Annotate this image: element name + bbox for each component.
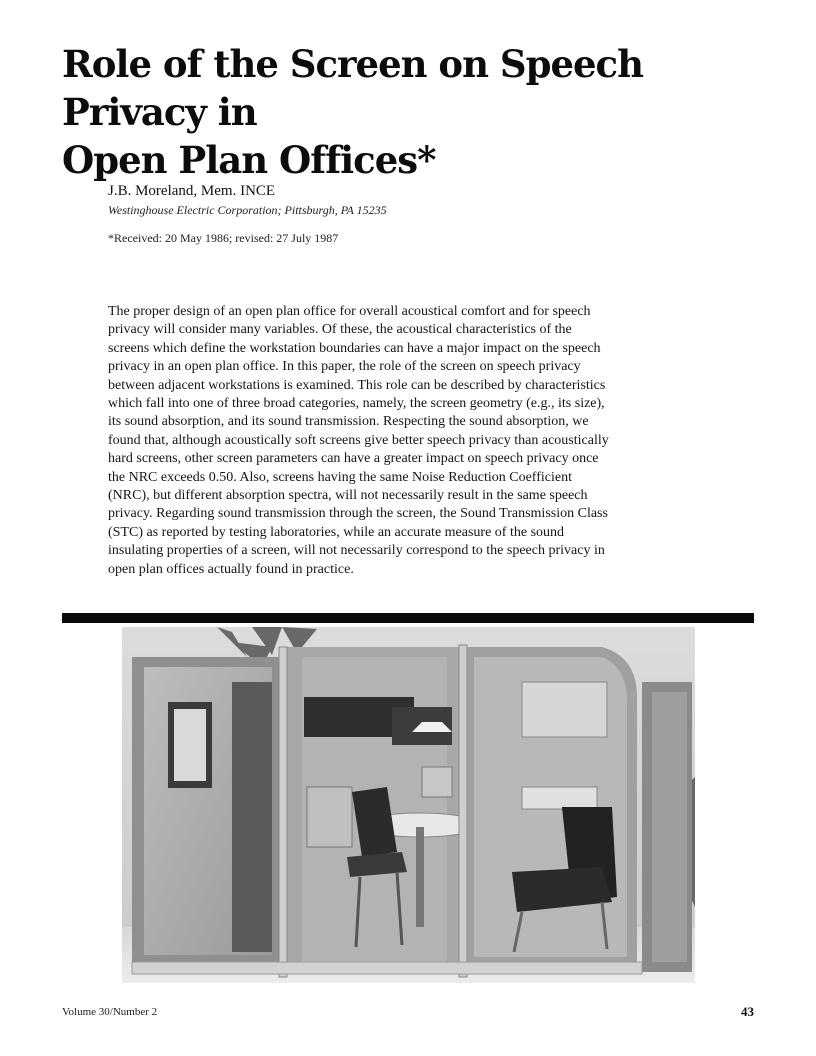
abstract-line: hard screens, other screen parameters can have a greater impact on speech privacy once: [108, 451, 599, 467]
section-divider: [62, 613, 754, 623]
abstract-line: The proper design of an open plan office for overall acoustical comfort and for speech: [108, 304, 591, 319]
photo-illustration: [122, 627, 695, 983]
abstract-line: privacy will consider many variables. Of these, the acoustical characteristics of the: [108, 322, 572, 338]
abstract-line: which fall into one of three broad categories, namely, the screen geometry (e.g., its size),: [108, 396, 605, 412]
abstract-line: privacy. Regarding sound transmission through the screen, the Sound Transmission Class: [108, 506, 608, 522]
abstract-line: open plan offices actually found in practice.: [108, 561, 354, 577]
received-date: *Received: 20 May 1986; revised: 27 July 1987: [108, 231, 339, 245]
abstract-line: insulating properties of a screen, will not necessarily correspond to the speech privacy in: [108, 543, 605, 559]
abstract-line: between adjacent workstations is examined. This role can be described by characteristics: [108, 377, 606, 393]
abstract-line: the NRC exceeds 0.50. Also, screens having the same Noise Reduction Coefficient: [108, 469, 572, 485]
abstract-line: privacy in an open plan office. In this paper, the role of the screen on speech privacy: [108, 359, 581, 375]
title-line-1: Role of the Screen on Speech Privacy in: [62, 42, 643, 134]
abstract-line: (NRC), but different absorption spectra, will not necessarily result in the same speech: [108, 488, 588, 504]
abstract-line: (STC) as reported by testing laboratories, while an accurate measure of the sound: [108, 524, 565, 540]
paper-title: [62, 40, 762, 184]
abstract-line: found that, although acoustically soft screens give better speech privacy than acoustically: [108, 432, 609, 448]
abstract-line: its sound absorption, and its sound transmission. Respecting the sound absorption, we: [108, 414, 589, 430]
page-number: 43: [741, 1004, 754, 1019]
author-affiliation: Westinghouse Electric Corporation; Pittsburgh, PA 15235: [108, 203, 387, 217]
abstract-line: screens which define the workstation boundaries can have a major impact on the speech: [108, 340, 601, 356]
author-name: J.B. Moreland, Mem. INCE: [108, 183, 276, 199]
office-workstation-photo: [122, 627, 695, 983]
journal-volume: Volume 30/Number 2: [62, 1006, 158, 1018]
abstract: [108, 303, 708, 579]
title-line-2: Open Plan Offices*: [62, 138, 436, 182]
